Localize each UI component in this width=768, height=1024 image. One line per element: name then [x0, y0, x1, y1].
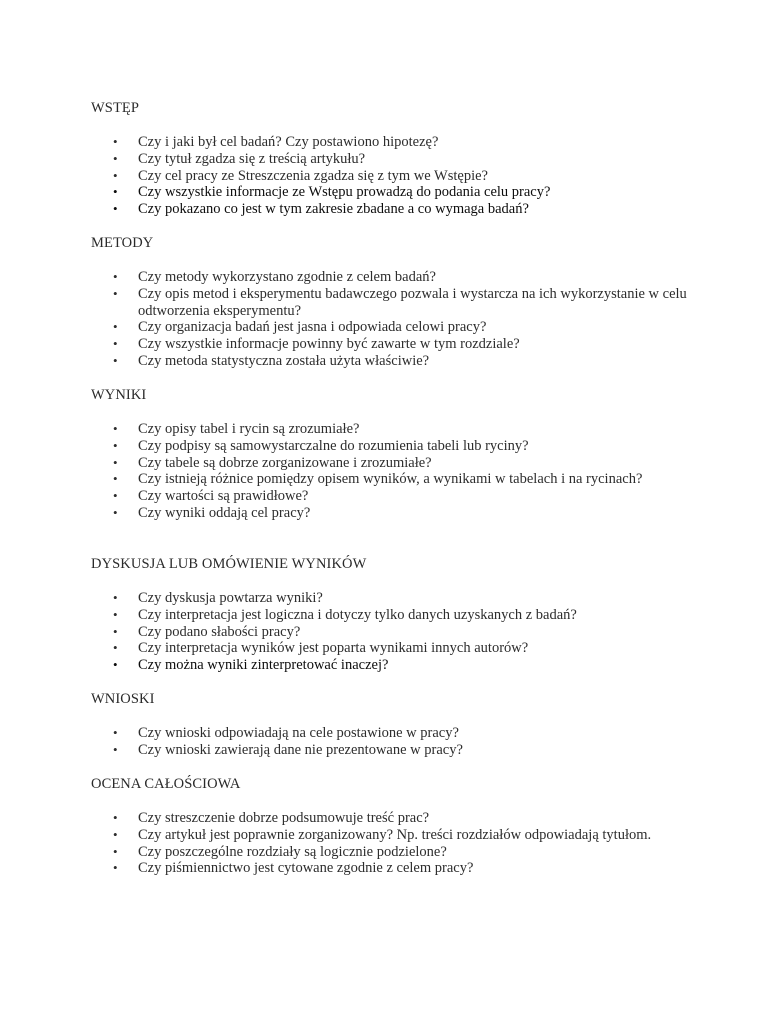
list-item-text: Czy wnioski zawierają dane nie prezentowane w pracy? — [138, 741, 463, 758]
list-item — [91, 827, 691, 844]
bullet-list — [91, 134, 691, 218]
list-item-text: Czy interpretacja wyników jest poparta wynikami innych autorów? — [138, 640, 529, 657]
section-wstep — [91, 100, 691, 218]
list-item-text: Czy pokazano co jest w tym zakresie zbadane a co wymaga badań? — [138, 201, 529, 218]
bullet-icon: • — [113, 843, 118, 859]
list-item-text: Czy wszystkie informacje ze Wstępu prowadzą do podania celu pracy? — [138, 184, 551, 201]
list-item — [91, 860, 691, 877]
list-item-text: Czy metody wykorzystano zgodnie z celem badań? — [138, 269, 436, 285]
list-item-text: Czy podano słabości pracy? — [138, 623, 301, 640]
bullet-icon: • — [113, 454, 118, 470]
list-item-text: Czy wszystkie informacje powinny być zawarte w tym rozdziale? — [138, 336, 520, 353]
bullet-icon: • — [113, 201, 118, 217]
list-item-text: Czy artykuł jest poprawnie zorganizowany? Np. treści rozdziałów odpowiadają tytułom. — [138, 826, 652, 843]
bullet-icon: • — [113, 471, 118, 487]
bullet-icon: • — [113, 134, 118, 149]
list-item-text: Czy interpretacja jest logiczna i dotyczy tylko danych uzyskanych z badań? — [138, 606, 577, 623]
bullet-icon: • — [113, 640, 118, 656]
section-heading: METODY — [91, 235, 154, 251]
list-item-text: Czy istnieją różnice pomiędzy opisem wyników, a wynikami w tabelach i na rycinach? — [138, 471, 643, 488]
bullet-list — [91, 590, 691, 674]
list-item-text: Czy wyniki oddają cel pracy? — [138, 504, 311, 521]
bullet-icon: • — [113, 421, 118, 436]
list-item-text: Czy cel pracy ze Streszczenia zgadza się z tym we Wstępie? — [138, 167, 488, 184]
list-item — [91, 505, 691, 522]
list-item-text: Czy metoda statystyczna została użyta właściwie? — [138, 352, 430, 369]
bullet-icon: • — [113, 725, 118, 740]
bullet-icon: • — [113, 623, 118, 639]
bullet-list — [91, 269, 691, 370]
bullet-icon: • — [113, 826, 118, 842]
bullet-list — [91, 421, 691, 522]
list-item — [91, 168, 691, 185]
section-heading: OCENA CAŁOŚCIOWA — [91, 776, 241, 792]
section-heading: WYNIKI — [91, 387, 147, 403]
bullet-icon: • — [113, 657, 118, 673]
bullet-icon: • — [113, 504, 118, 520]
list-item — [91, 607, 691, 624]
section-wyniki — [91, 387, 691, 522]
list-item — [91, 810, 691, 827]
list-item — [91, 624, 691, 641]
list-item-text: Czy piśmiennictwo jest cytowane zgodnie z celem pracy? — [138, 860, 474, 877]
list-item — [91, 286, 691, 320]
list-item — [91, 488, 691, 505]
list-item-text: Czy można wyniki zinterpretować inaczej? — [138, 657, 389, 674]
bullet-icon: • — [113, 606, 118, 622]
bullet-list — [91, 725, 691, 759]
list-item — [91, 742, 691, 759]
bullet-icon: • — [113, 269, 118, 284]
bullet-icon: • — [113, 810, 118, 825]
list-item — [91, 353, 691, 370]
list-item — [91, 269, 691, 286]
list-item-text: Czy dyskusja powtarza wyniki? — [138, 590, 323, 606]
bullet-icon: • — [113, 437, 118, 453]
list-item — [91, 455, 691, 472]
list-item-text: Czy podpisy są samowystarczalne do rozumienia tabeli lub ryciny? — [138, 437, 529, 454]
bullet-icon: • — [113, 352, 118, 368]
list-item-text: Czy wartości są prawidłowe? — [138, 488, 309, 505]
list-item-text: Czy i jaki był cel badań? Czy postawiono hipotezę? — [138, 134, 439, 150]
bullet-list — [91, 810, 691, 877]
list-item — [91, 471, 691, 488]
list-item — [91, 590, 691, 607]
section-dyskusja — [91, 556, 691, 674]
bullet-icon: • — [113, 319, 118, 335]
bullet-icon: • — [113, 150, 118, 166]
list-item — [91, 438, 691, 455]
bullet-icon: • — [113, 860, 118, 876]
list-item-text: Czy opisy tabel i rycin są zrozumiałe? — [138, 421, 360, 437]
list-item-text: Czy organizacja badań jest jasna i odpowiada celowi pracy? — [138, 319, 487, 336]
bullet-icon: • — [113, 488, 118, 504]
bullet-icon: • — [113, 285, 118, 301]
list-item — [91, 421, 691, 438]
section-heading: WSTĘP — [91, 100, 140, 116]
list-item — [91, 151, 691, 168]
bullet-icon: • — [113, 741, 118, 757]
section-wnioski — [91, 691, 691, 759]
list-item — [91, 201, 691, 218]
list-item-text: Czy tytuł zgadza się z treścią artykułu? — [138, 150, 366, 167]
section-ocena-calosciowa — [91, 776, 691, 877]
section-heading: WNIOSKI — [91, 691, 155, 707]
list-item-text: Czy poszczególne rozdziały są logicznie podzielone? — [138, 843, 447, 860]
section-heading: DYSKUSJA LUB OMÓWIENIE WYNIKÓW — [91, 556, 367, 572]
bullet-icon: • — [113, 167, 118, 183]
list-item-text: Czy streszczenie dobrze podsumowuje treść prac? — [138, 810, 430, 826]
list-item — [91, 844, 691, 861]
list-item — [91, 640, 691, 657]
list-item — [91, 319, 691, 336]
list-item — [91, 134, 691, 151]
list-item-text: Czy tabele są dobrze zorganizowane i zrozumiałe? — [138, 454, 432, 471]
list-item — [91, 336, 691, 353]
section-metody — [91, 235, 691, 370]
bullet-icon: • — [113, 590, 118, 605]
list-item — [91, 725, 691, 742]
bullet-icon: • — [113, 184, 118, 200]
list-item-text: Czy opis metod i eksperymentu badawczego pozwala i wystarcza na ich wykorzystanie w celu odtworzenia eksperymentu? — [138, 285, 687, 319]
list-item — [91, 184, 691, 201]
list-item-text: Czy wnioski odpowiadają na cele postawione w pracy? — [138, 725, 459, 741]
bullet-icon: • — [113, 336, 118, 352]
list-item — [91, 657, 691, 674]
